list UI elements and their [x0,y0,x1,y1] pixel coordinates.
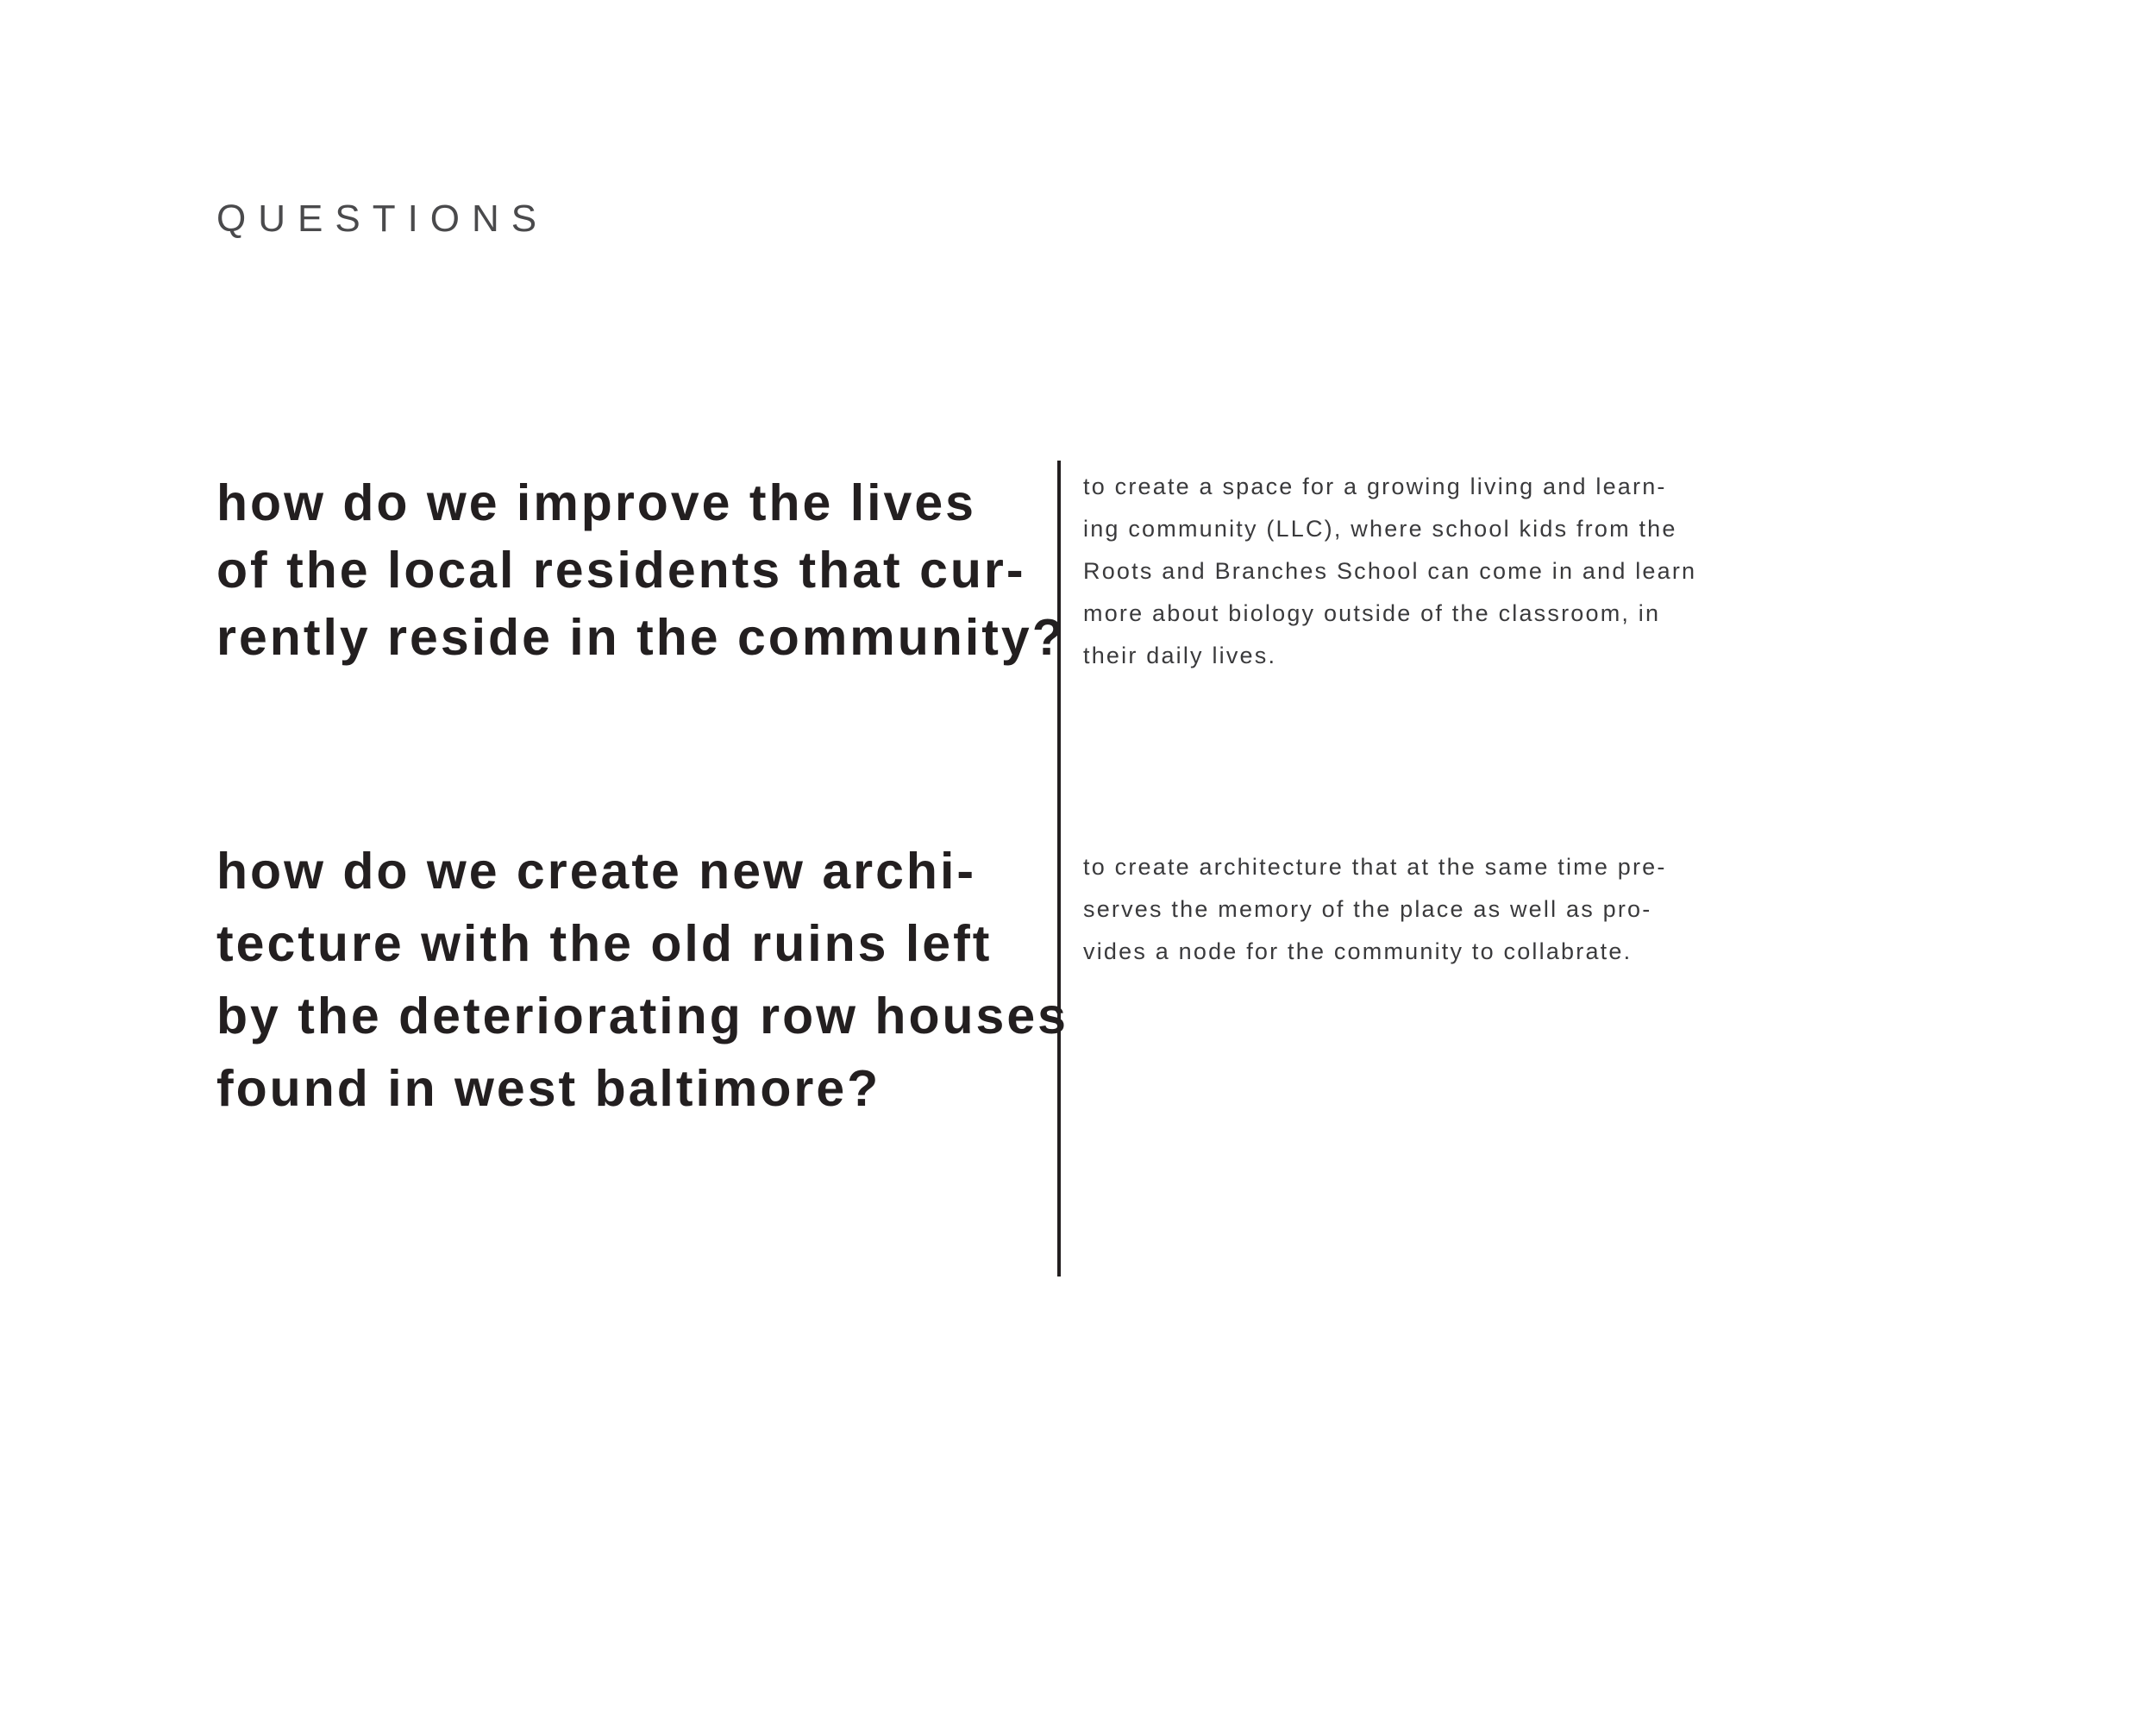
answer-2-line-1: to create architecture that at the same time pre- [1083,854,1667,880]
answer-1-line-5: their daily lives. [1083,643,1277,668]
answer-1 [1083,466,1696,677]
answer-2-line-2: serves the memory of the place as well as pro- [1083,896,1652,922]
answer-2-line-3: vides a node for the community to collabrate. [1083,938,1633,964]
question-2-line-1: how do we create new archi- [216,843,976,900]
question-1-line-3: rently reside in the community? [216,609,1066,666]
question-1-line-2: of the local residents that cur- [216,542,1026,599]
section-title: QUESTIONS [216,198,549,240]
answer-1-line-2: ing community (LLC), where school kids from the [1083,516,1677,542]
question-2-line-2: tecture with the old ruins left [216,915,993,972]
answer-1-line-4: more about biology outside of the classroom, in [1083,600,1661,626]
answer-1-line-3: Roots and Branches School can come in and learn [1083,558,1697,584]
answer-2 [1083,846,1667,973]
answer-1-line-1: to create a space for a growing living and learn- [1083,474,1667,499]
question-2 [216,835,1069,1125]
question-2-line-3: by the deteriorating row houses [216,988,1069,1044]
question-1-line-1: how do we improve the lives [216,474,976,531]
question-2-line-4: found in west baltimore? [216,1060,881,1117]
question-1 [216,469,1066,671]
